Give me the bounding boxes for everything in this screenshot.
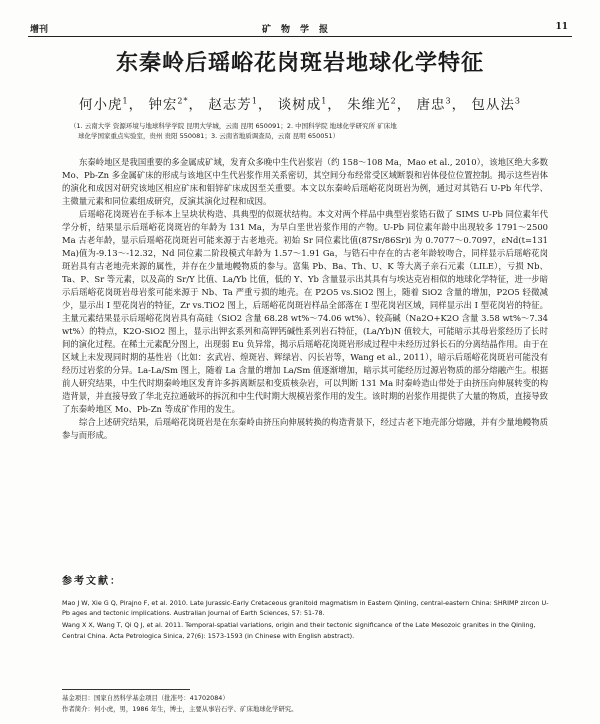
running-head <box>28 20 572 37</box>
paper-title: 东秦岭后瑶峪花岗斑岩地球化学特征 <box>115 51 484 76</box>
author: 包从法$^3$ <box>471 96 521 113</box>
reference-list <box>62 598 550 643</box>
author: 唐忠$^3$ <box>416 96 452 113</box>
footnote-divider <box>62 689 190 690</box>
author: 钟宏$^{2*}$ <box>148 96 189 113</box>
reference-item: Wang X X, Wang T, Qi Q J, et al. 2011. Temporal-spatial variations, origin and their tectonic significance of the Late Mesozoic granites in the Qinling, Central China. Acta Petrologica Sinica, 27(6): 1573-1593 (in Chinese with English abstract). <box>62 621 536 640</box>
affiliation-line: 球化学国家重点实验室，贵州 贵阳 550081；3. 云南省地质调查局，云南 昆明 650051） <box>78 132 340 140</box>
paragraph: 后瑶峪花岗斑岩在手标本上呈块状构造、具典型的似斑状结构。本文对两个样品中典型岩浆锆石做了 SIMS U-Pb 同位素年代学分析，结果显示后瑶峪花岗斑岩的年龄为 131 Ma，为早白垩世岩浆作用的产物。U-Pb 同位素年龄中出现较多 1791～2500 Ma 古老年龄，显示后瑶峪花岗斑岩可能来源于古老地壳。初始 Sr 同位素比值(87Sr/86Sr)i 为 0.7077～0.7097，εNd(t=131 Ma)值为-9.13～-12.32，Nd 同位素二阶段模式年龄为 1.57～1.91 Ga，与锆石中存在的古老年龄较吻合，同样显示后瑶峪花岗斑岩具有古老地壳来源的属性，并存在少量地幔物质的参与。富集 Pb、Ba、Th、U、K 等大离子亲石元素（LILE），亏损 Nb、Ta、P、Sr 等元素，以及高的 Sr/Y 比值、La/Yb 比值，低的 Y、Yb 含量显示出其具有与埃达克岩相似的地球化学特征，进一步暗示后瑶峪花岗斑岩母岩浆可能来源于 Nb、Ta 严重亏损的地壳。在 P2O5 vs.SiO2 图上，随着 SiO2 含量的增加，P2O5 轻微减少，显示出 I 型花岗岩的特征，Zr vs.TiO2 图上，后瑶峪花岗斑岩样品全部落在 I 型花岗岩区域，同样显示出 I 型花岗岩的特征。主量元素结果显示后瑶峪花岗岩具有高硅（SiO2 含量 68.28 wt%～74.06 wt%）、较高碱（Na2O+K2O 含量 3.58 wt%～7.34 wt%）的特点，K2O-SiO2 图上，显示出钾玄系列和高钾钙碱性系列岩石特征，(La/Yb)N 值较大，可能暗示其母岩浆经历了长时间的演化过程。在稀土元素配分图上，出现弱 Eu 负异常，揭示后瑶峪花岗斑岩形成过程中未经历过斜长石的分离结晶作用。由于在区域上未发现同时期的基性岩（比如：玄武岩、煌斑岩、辉绿岩、闪长岩等，Wang et al., 2011），暗示后瑶峪花岗斑岩可能没有经历过岩浆的分异。La-La/Sm 图上，随着 La 含量的增加 La/Sm 值逐渐增加，暗示其可能经历过源岩物质的部分熔融产生。根据前人研究结果，中生代时期秦岭地区发育许多拆离断层和变质核杂岩，可以判断 131 Ma 时秦岭造山带处于由挤压向伸展转变的构造背景，并直接导致了华北克拉通破坏的拆沉和中生代时期大规模岩浆作用的发生。该时期的岩浆作用提供了大量的物质，直接导致了东秦岭地区 Mo、Pb-Zn 等成矿作用的发生。 <box>62 209 548 414</box>
page-number: 11 <box>555 22 568 32</box>
paragraph: 东秦岭地区是我国重要的多金属成矿域，发育众多晚中生代岩浆岩（约 158～108 Ma，Mao et al., 2010），该地区绝大多数 Mo、Pb-Zn 多金属矿床的形成与该地区中生代岩浆作用关系密切，其空间分布经常受区域断裂和岩体侵位位置控制。揭示这些岩体的演化和成因对研究该地区相应矿床和钼锌矿床成因至关重要。本文以东秦岭后瑶峪花岗斑岩为例，通过对其锆石 U-Pb 年代学、主微量元素和同位素组成研究，反演其演化过程和成因。 <box>62 157 548 206</box>
author-note: 作者简介：何小虎，男，1986 年生，博士，主要从事岩石学、矿床地球化学研究。 <box>62 704 298 713</box>
author: 朱维光$^2$ <box>347 96 397 113</box>
author: 谈树成$^1$ <box>277 96 328 113</box>
journal-name: 矿物学报 <box>261 25 338 35</box>
fund-note: 基金项目：国家自然科学基金项目（批准号：41702084） <box>62 694 229 702</box>
affiliation <box>70 121 530 141</box>
footnotes <box>62 693 550 714</box>
paragraph: 综合上述研究结果，后瑶峪花岗斑岩是在东秦岭由挤压向伸展转换的构造背景下，经过古老下地壳部分熔融，并有少量地幔物质参与而形成。 <box>62 417 548 440</box>
references-heading: 参考文献： <box>62 576 122 587</box>
author-list: 何小虎$^1$， 钟宏$^{2*}$， 赵志芳$^1$， 谈树成$^1$， 朱维光$^2$， 唐忠$^3$， 包从法$^3$ <box>79 96 521 113</box>
affiliation-line: （1. 云南大学 资源环境与地球科学学院 昆明大学城，云南 昆明 650091；2. 中国科学院 地球化学研究所 矿床地 <box>70 122 397 130</box>
body-text <box>62 156 548 442</box>
author: 赵志芳$^1$ <box>208 96 258 113</box>
author: 何小虎$^1$ <box>79 96 129 113</box>
journal-issue: 增刊 <box>30 25 49 35</box>
reference-item: Mao J W, Xie G Q, Pirajno F, et al. 2010. Late Jurassic-Early Cretaceous granitoid magmatism in Eastern Qinling, central-eastern China: SHRIMP zircon U-Pb ages and tectonic implications. Australian Journal of Earth Sciences, 57: 51-78. <box>62 599 549 618</box>
